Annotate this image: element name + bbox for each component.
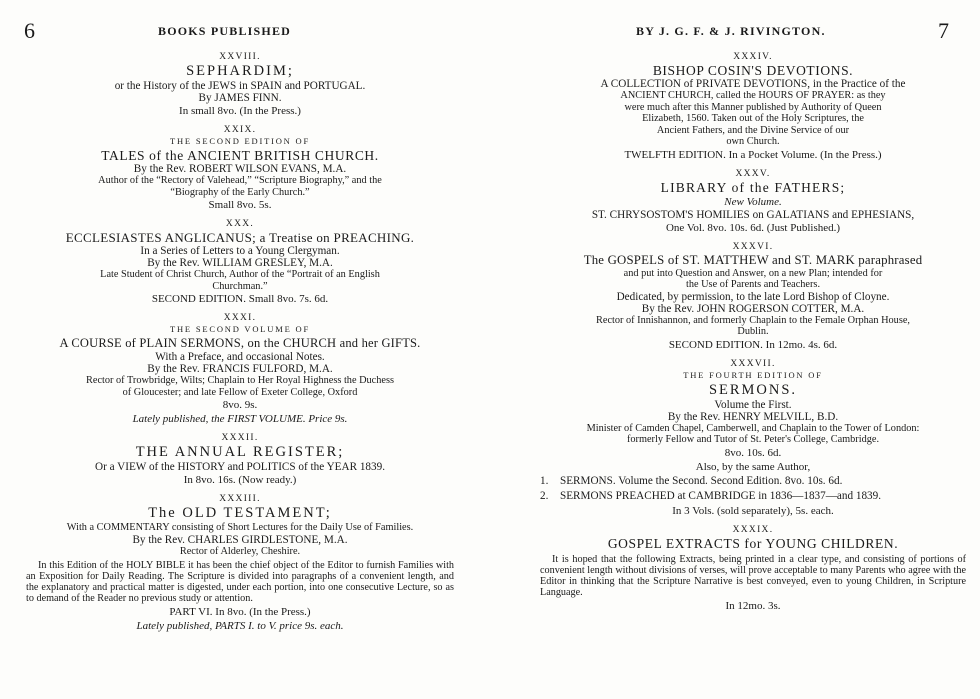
entry-number: XXXVII. — [730, 358, 776, 369]
list-item-number: 1. — [540, 474, 549, 487]
entry-line: Rector of Trowbridge, Wilts; Chaplain to Her Royal Highness the Duchess — [86, 375, 394, 386]
entry-title: SERMONS. — [708, 381, 798, 398]
entry-line: Or a VIEW of the HISTORY and POLITICS of the YEAR 1839. — [94, 461, 385, 473]
entry-line: Dublin. — [737, 326, 769, 337]
entry-note: Lately published, PARTS I. to V. price 9s. each. — [136, 620, 344, 632]
entry-line: Rector of Innishannon, and formerly Chaplain to the Female Orphan House, — [596, 314, 910, 326]
entry-line: Churchman.” — [212, 280, 268, 292]
entry-price: PART VI. In 8vo. (In the Press.) — [169, 606, 311, 618]
entry-line: and put into Question and Answer, on a new Plan; intended for — [623, 267, 883, 279]
running-head: BY J. G. F. & J. RIVINGTON. — [636, 24, 826, 38]
book-entry — [26, 313, 454, 426]
entry-line: own Church. — [726, 136, 780, 147]
entry-line: Ancient Fathers, and the Divine Service of our — [656, 124, 850, 136]
entry-number: XXXII. — [221, 433, 259, 443]
entry-line: With a COMMENTARY consisting of Short Lectures for the Daily Use of Families. — [66, 522, 414, 533]
entry-line: With a Preface, and occasional Notes. — [155, 351, 325, 363]
book-entry — [540, 525, 966, 613]
entry-line: Dedicated, by permission, to the late Lord Bishop of Cloyne. — [616, 290, 890, 303]
book-entry — [540, 359, 966, 518]
entry-number: XXIX. — [223, 125, 257, 135]
book-entry — [540, 169, 966, 235]
entry-line: were much after this Manner published by Authority of Queen — [624, 101, 882, 113]
entry-number: XXXVI. — [732, 241, 774, 252]
entry-line: Volume the First. — [714, 398, 792, 411]
entry-author: By the Rev. WILLIAM GRESLEY, M.A. — [147, 257, 333, 269]
list-item — [540, 489, 966, 504]
entry-price: 8vo. 9s. — [222, 399, 258, 411]
entry-number: XXXIII. — [219, 494, 261, 504]
entry-number: XXXIX. — [732, 524, 774, 535]
entry-line: Also, by the same Author, — [695, 460, 811, 473]
left-page — [0, 0, 470, 699]
entry-author: By the Rev. ROBERT WILSON EVANS, M.A. — [133, 163, 347, 175]
entry-price: One Vol. 8vo. 10s. 6d. (Just Published.) — [665, 221, 841, 234]
entry-title: The OLD TESTAMENT; — [148, 505, 332, 521]
entry-author: By JAMES FINN. — [198, 92, 282, 104]
book-entry — [26, 52, 454, 118]
entry-price: SECOND EDITION. Small 8vo. 7s. 6d. — [151, 293, 329, 305]
list-item-text: SERMONS. Volume the Second. Second Edition. 8vo. 10s. 6d. — [560, 474, 843, 487]
entry-line: or the History of the JEWS in SPAIN and PORTUGAL. — [114, 80, 366, 92]
left-column — [0, 52, 470, 640]
entry-number: XXXV. — [735, 168, 771, 179]
entry-line: Author of the “Rectory of Valehead,” “Scripture Biography,” and the — [98, 175, 382, 186]
entry-line: ANCIENT CHURCH, called the HOURS OF PRAYER: as they — [620, 90, 886, 101]
entry-line: ST. CHRYSOSTOM'S HOMILIES on GALATIANS and EPHESIANS, — [591, 208, 915, 221]
entry-paragraph: It is hoped that the following Extracts, being printed in a clear type, and consisting of portions of convenient length without divisions of verses, will prove acceptable to many Parents who agree with the Editor in thinking that the Scripture Narrative is best conveyed, even to young Children, in Scripture Language. — [540, 553, 966, 598]
entry-title: TALES of the ANCIENT BRITISH CHURCH. — [101, 148, 379, 163]
entry-number: XXXI. — [223, 313, 257, 323]
entry-author: By the Rev. JOHN ROGERSON COTTER, M.A. — [641, 302, 865, 315]
entry-line: Late Student of Christ Church, Author of the “Portrait of an English — [100, 269, 380, 280]
list-item-text: SERMONS PREACHED at CAMBRIDGE in 1836—1837—and 1839. — [560, 489, 882, 502]
entry-price: In 3 Vols. (sold separately), 5s. each. — [672, 504, 834, 517]
entry-title: BISHOP COSIN'S DEVOTIONS. — [652, 63, 854, 78]
entry-number: XXX. — [225, 219, 255, 229]
entry-title: THE ANNUAL REGISTER; — [135, 444, 345, 460]
entry-price: TWELFTH EDITION. In a Pocket Volume. (In the Press.) — [624, 148, 882, 161]
book-entry — [540, 242, 966, 352]
entry-line: “Biography of the Early Church.” — [170, 186, 310, 198]
entry-line: Minister of Camden Chapel, Camberwell, and Chaplain to the Tower of London: — [586, 422, 920, 434]
sermon-list — [540, 474, 966, 504]
entry-line: formerly Fellow and Tutor of St. Peter's College, Cambridge. — [626, 434, 880, 445]
entry-title: A COURSE of PLAIN SERMONS, on the CHURCH and her GIFTS. — [59, 336, 421, 350]
entry-line: A COLLECTION of PRIVATE DEVOTIONS, in the Practice of the — [600, 78, 906, 90]
entry-price: SECOND EDITION. In 12mo. 4s. 6d. — [668, 338, 838, 351]
entry-title: The GOSPELS of ST. MATTHEW and ST. MARK paraphrased — [583, 252, 923, 267]
page-number: 7 — [938, 18, 949, 43]
entry-edition: THE SECOND VOLUME OF — [170, 324, 310, 334]
right-page — [510, 0, 980, 699]
page-number: 6 — [24, 18, 35, 43]
running-head: BOOKS PUBLISHED — [158, 24, 292, 38]
book-entry — [540, 52, 966, 162]
entry-price: In 8vo. 16s. (Now ready.) — [183, 474, 297, 486]
entry-line: of Gloucester; and late Fellow of Exeter College, Oxford — [122, 386, 358, 398]
entry-edition: THE SECOND EDITION OF — [169, 136, 311, 146]
entry-line: In a Series of Letters to a Young Clergyman. — [140, 245, 340, 257]
entry-line: the Use of Parents and Teachers. — [685, 279, 821, 290]
entry-line: Elizabeth, 1560. Taken out of the Holy Scriptures, the — [642, 113, 864, 124]
list-item-number: 2. — [540, 489, 549, 502]
entry-author: By the Rev. FRANCIS FULFORD, M.A. — [147, 363, 333, 375]
book-entry — [26, 433, 454, 487]
entry-author: By the Rev. HENRY MELVILL, B.D. — [667, 410, 839, 423]
entry-price: In 12mo. 3s. — [725, 599, 781, 612]
entry-author: By the Rev. CHARLES GIRDLESTONE, M.A. — [132, 533, 348, 546]
entry-paragraph: In this Edition of the HOLY BIBLE it has been the chief object of the Editor to furnish Families with an Exposition for Daily Reading. The Scripture is divided into paragraphs of a convenient length, and the explanatory and practical matter is digested, under each portion, into one consecutive Lecture, so as to demand of the Reader no previous study or attention. — [26, 560, 454, 604]
entry-number: XXVIII. — [219, 52, 261, 62]
entry-line: Rector of Alderley, Cheshire. — [179, 545, 301, 557]
entry-price: Small 8vo. 5s. — [208, 199, 272, 211]
entry-title: GOSPEL EXTRACTS for YOUNG CHILDREN. — [607, 535, 899, 551]
entry-edition: THE FOURTH EDITION OF — [683, 369, 823, 380]
book-entry — [26, 494, 454, 633]
entry-title: LIBRARY of the FATHERS; — [660, 179, 846, 195]
book-entry — [26, 125, 454, 212]
entry-note: Lately published, the FIRST VOLUME. Price 9s. — [132, 413, 348, 425]
right-column — [510, 52, 980, 620]
entry-number: XXXIV. — [733, 52, 773, 62]
entry-title: ECCLESIASTES ANGLICANUS; a Treatise on PREACHING. — [65, 230, 415, 245]
list-item — [540, 474, 966, 489]
book-entry — [26, 219, 454, 306]
entry-price: 8vo. 10s. 6d. — [724, 446, 782, 459]
entry-title: SEPHARDIM; — [186, 63, 294, 79]
entry-price: In small 8vo. (In the Press.) — [179, 105, 301, 117]
entry-line: New Volume. — [724, 195, 782, 208]
